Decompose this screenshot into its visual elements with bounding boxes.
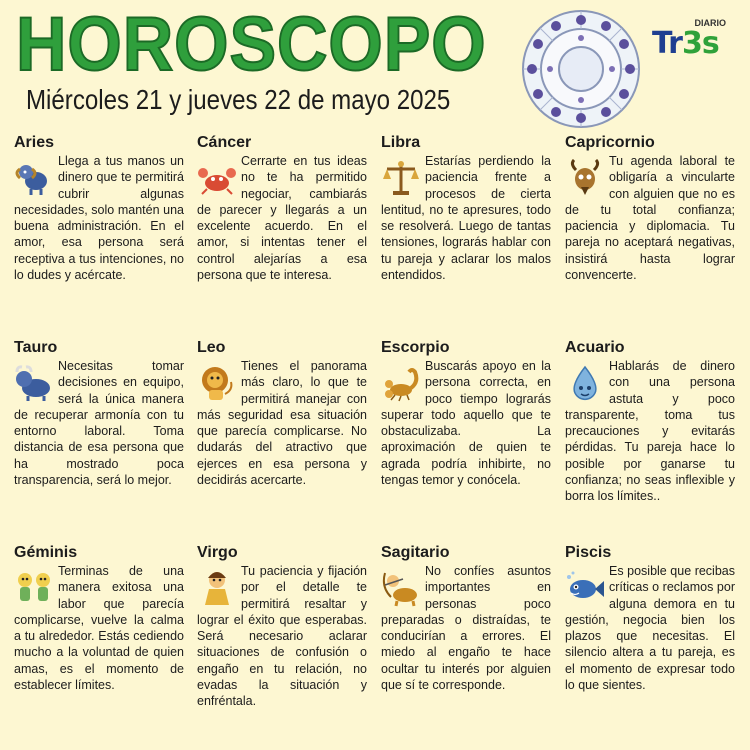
sign-escorpio (381, 338, 551, 488)
sign-leo (197, 338, 367, 488)
goat-icon (565, 159, 605, 197)
sign-name: Escorpio (381, 339, 450, 356)
sign-name: Libra (381, 134, 421, 151)
page-subtitle: Miércoles 21 y jueves 22 de mayo 2025 (26, 84, 451, 115)
sign-aries (14, 133, 184, 283)
sign-text: Necesitas tomar decisiones en equipo, será la única manera de recuperar armonía con tu entorno laboral. Toma distancia de esa persona que ha mostrado poca transparencia, será lo mejor. (14, 359, 184, 488)
sign-acuario (565, 338, 735, 505)
sign-tauro (14, 338, 184, 488)
sign-name: Virgo (197, 544, 238, 561)
lion-icon (197, 364, 237, 402)
sign-text: No confíes asuntos importantes en personas poco preparadas o distraídas, te conducirían a errores. El miedo al engaño te hace ocultar tu interés por alguien que sí te corresponde. (381, 564, 551, 693)
sign-virgo (197, 543, 367, 710)
sign-text: Tu agenda laboral te obligaría a vincularte con alguien que no es de tu total confianza; paciencia y diplomacia. Tu pareja no aceptará negativas, insistirá hasta lograr convencerte. (565, 154, 735, 283)
diario-tres-logo (650, 18, 732, 62)
sign-text: Terminas de una manera exitosa una labor que parecía complicarse, vuelve la calma a tu alrededor. Estás cediendo mucho a la voluntad de quien amas, es el momento de establecer límites. (14, 564, 184, 693)
crab-icon (197, 159, 237, 197)
sign-name: Aries (14, 134, 55, 151)
sign-text: Tienes el panorama más claro, lo que te permitirá manejar con más seguridad esa situación que parecía complicarse. No dudarás del atractivo que ejerces en esa persona y decidirás acercarte. (197, 359, 367, 488)
sign-text: Es posible que recibas críticas o reclamos por alguna demora en tu gestión, negocia bien los plazos que necesitas. El silencio altera a tu pareja, es el momento de expresar todo lo que sientes. (565, 564, 735, 693)
sign-libra (381, 133, 551, 283)
scorpion-icon (381, 364, 421, 402)
sign-text: Tu paciencia y fijación por el detalle te permitirá resaltar y lograr el éxito que esperabas. Será necesario aclarar situaciones de confusión o engaño en tu relación, no evadas la situación y enfréntala. (197, 564, 367, 709)
logo-small-text: DIARIO (694, 18, 726, 28)
sign-name: Cáncer (197, 134, 252, 151)
logo-main-text: Tr3s (652, 26, 719, 61)
sign-name: Tauro (14, 339, 58, 356)
sign-text: Llega a tus manos un dinero que te permitirá cubrir algunas necesidades, solo mantén una buena administración. En el amor, esa persona será receptiva a tus intenciones, no lo dudes y acércate. (14, 154, 184, 283)
sign-name: Sagitario (381, 544, 450, 561)
sign-text: Buscarás apoyo en la persona correcta, en poco tiempo lograrás superar todo aquello que te obstaculizaba. La aproximación de quien te agrada podría inhibirte, no tengas temor y conócela. (381, 359, 551, 488)
sign-name: Leo (197, 339, 226, 356)
sign-name: Acuario (565, 339, 625, 356)
sign-sagitario (381, 543, 551, 693)
sign-name: Géminis (14, 544, 78, 561)
sign-geminis (14, 543, 184, 693)
scales-icon (381, 159, 421, 197)
ram-icon (14, 159, 54, 197)
sign-capricornio (565, 133, 735, 283)
twins-icon (14, 569, 54, 607)
fish-icon (565, 569, 605, 607)
water-drop-icon (565, 364, 605, 402)
sign-text: Hablarás de dinero con una persona astuta y poco transparente, toma tus precauciones y evitarás pérdidas. Tu pareja hace lo posible por ganarse tu confianza; no seas inflexible y borra los límites.. (565, 359, 735, 504)
sign-cancer (197, 133, 367, 283)
sign-name: Capricornio (565, 134, 655, 151)
archer-icon (381, 569, 421, 607)
sign-text: Cerrarte en tus ideas no te ha permitido negociar, cambiarás de parecer y llegarás a un excelente acuerdo. En el amor, si intentas tener el control alejarías a esa persona que te interesa. (197, 154, 367, 283)
sign-text: Estarías perdiendo la paciencia frente a procesos de cierta lentitud, no te apresures, todo se resolverá. Luego de tantas tensiones, lograrás hablar con tu pareja y aclarar los malos entendidos. (381, 154, 551, 283)
sign-piscis (565, 543, 735, 693)
sign-name: Piscis (565, 544, 612, 561)
page-title: HOROSCOPO (16, 2, 487, 87)
zodiac-wheel-icon (520, 8, 642, 130)
maiden-icon (197, 569, 237, 607)
bull-icon (14, 364, 54, 402)
